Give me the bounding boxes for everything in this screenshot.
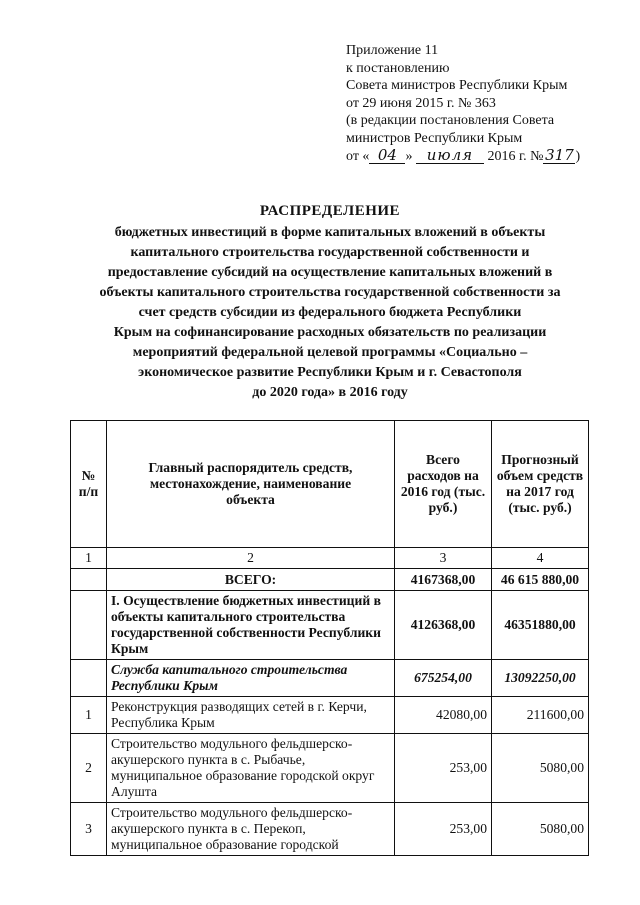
service-total: 675254,00 bbox=[395, 660, 492, 697]
row-total: 253,00 bbox=[395, 803, 492, 856]
appendix-line: к постановлению bbox=[346, 60, 450, 76]
service-forecast: 13092250,00 bbox=[492, 660, 589, 697]
appendix-line: Приложение 11 bbox=[346, 43, 439, 58]
section-forecast: 46351880,00 bbox=[492, 591, 589, 660]
header-name: Главный распорядитель средств, местонахождение, наименование объекта bbox=[107, 421, 395, 548]
section-num-cell bbox=[71, 591, 107, 660]
appendix-line: министров Республики Крым bbox=[346, 130, 523, 146]
column-index-row bbox=[71, 548, 589, 569]
row-name: Строительство модульного фельдшерско-акушерского пункта в с. Рыбачье, муниципальное образование городской округ Алушта bbox=[107, 734, 395, 803]
appendix-line: Совета министров Республики Крым bbox=[346, 78, 568, 93]
distribution-table bbox=[70, 420, 589, 856]
total-row bbox=[71, 569, 589, 591]
subtitle-line: капитального строительства государственной собственности и bbox=[130, 245, 530, 260]
total-value: 4167368,00 bbox=[395, 569, 492, 591]
handwritten-day: 04 bbox=[369, 147, 405, 164]
index-cell: 4 bbox=[492, 548, 589, 569]
document-title: РАСПРЕДЕЛЕНИЕ bbox=[259, 203, 401, 219]
row-forecast: 211600,00 bbox=[492, 697, 589, 734]
handwritten-number: 317 bbox=[545, 146, 574, 164]
table-header-row bbox=[71, 421, 589, 548]
subtitle-line: Крым на софинансирование расходных обязательств по реализации bbox=[113, 325, 547, 340]
index-cell: 2 bbox=[107, 548, 395, 569]
section-total: 4126368,00 bbox=[395, 591, 492, 660]
document-subtitle bbox=[82, 223, 578, 403]
ot-prefix: от « bbox=[346, 149, 370, 164]
row-forecast: 5080,00 bbox=[492, 803, 589, 856]
subtitle-line: объекты капитального строительства государственной собственности за bbox=[99, 285, 561, 300]
year-text: 2016 г. № bbox=[487, 149, 544, 164]
service-num-cell bbox=[71, 660, 107, 697]
appendix-line: (в редакции постановления Совета bbox=[346, 113, 555, 128]
subtitle-line: счет средств субсидии из федерального бюджета Республики bbox=[138, 305, 522, 320]
total-num-cell bbox=[71, 569, 107, 591]
row-num: 3 bbox=[71, 803, 107, 856]
index-cell: 1 bbox=[71, 548, 107, 569]
subtitle-line: до 2020 года» в 2016 году bbox=[252, 385, 408, 400]
total-forecast: 46 615 880,00 bbox=[492, 569, 589, 591]
header-total: Всего расходов на 2016 год (тыс. руб.) bbox=[395, 421, 492, 548]
row-name: Строительство модульного фельдшерско-акушерского пункта в с. Перекоп, муниципальное образование городской bbox=[107, 803, 395, 856]
appendix-block bbox=[346, 42, 626, 166]
subtitle-line: предоставление субсидий на осуществление капитальных вложений в bbox=[107, 265, 553, 280]
section-label: I. Осуществление бюджетных инвестиций в объекты капитального строительства государственной собственности Республики Крым bbox=[107, 591, 395, 660]
total-label: ВСЕГО: bbox=[107, 569, 395, 591]
header-num: № п/п bbox=[71, 421, 107, 548]
handwritten-month: июля bbox=[416, 147, 484, 164]
row-total: 253,00 bbox=[395, 734, 492, 803]
paren-close: ) bbox=[575, 149, 581, 164]
appendix-date-line bbox=[346, 147, 626, 166]
row-forecast: 5080,00 bbox=[492, 734, 589, 803]
header-forecast: Прогнозный объем средств на 2017 год (тыс. руб.) bbox=[492, 421, 589, 548]
section-row bbox=[71, 591, 589, 660]
appendix-line: от 29 июня 2015 г. № 363 bbox=[346, 95, 496, 111]
table-row bbox=[71, 697, 589, 734]
table-row bbox=[71, 734, 589, 803]
row-num: 2 bbox=[71, 734, 107, 803]
service-label: Служба капитального строительства Республики Крым bbox=[107, 660, 395, 697]
row-name: Реконструкция разводящих сетей в г. Керчи, Республика Крым bbox=[107, 697, 395, 734]
quote-close: » bbox=[405, 149, 413, 164]
table-row bbox=[71, 803, 589, 856]
service-row bbox=[71, 660, 589, 697]
row-num: 1 bbox=[71, 697, 107, 734]
row-total: 42080,00 bbox=[395, 697, 492, 734]
index-cell: 3 bbox=[395, 548, 492, 569]
subtitle-line: экономическое развитие Республики Крым и г. Севастополя bbox=[138, 365, 522, 380]
subtitle-line: бюджетных инвестиций в форме капитальных вложений в объекты bbox=[114, 225, 546, 240]
subtitle-line: мероприятий федеральной целевой программы «Социально – bbox=[132, 345, 528, 360]
